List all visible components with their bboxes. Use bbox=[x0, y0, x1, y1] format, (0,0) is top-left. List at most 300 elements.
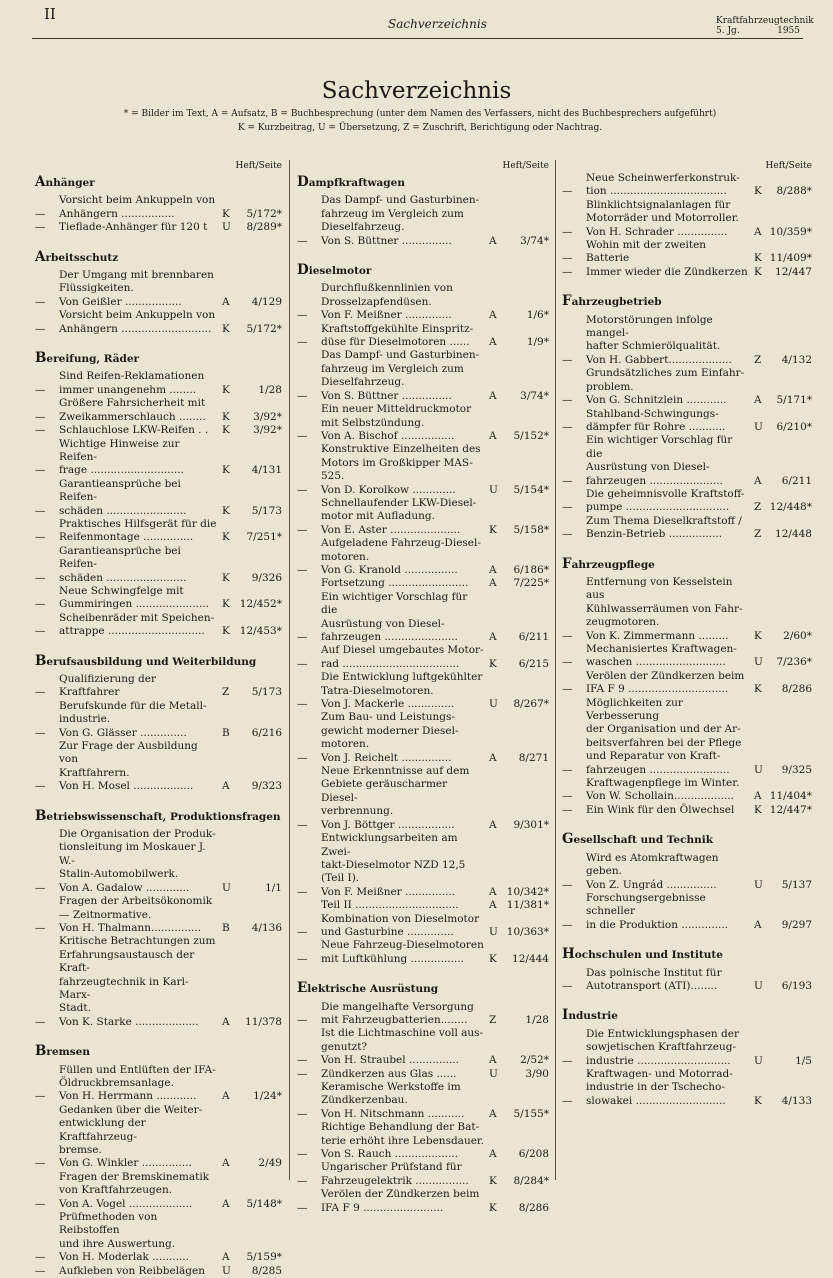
header-rule bbox=[32, 38, 803, 39]
entry-heft-seite: 10/359* bbox=[769, 225, 812, 238]
entry-reference bbox=[751, 528, 812, 541]
entry-dash: — bbox=[35, 1157, 46, 1170]
entry-line: zeugmotoren. bbox=[586, 616, 660, 629]
entry-heft-seite: 6/186* bbox=[513, 563, 549, 576]
entry-heft-seite: 8/286 bbox=[518, 1201, 549, 1214]
entry-line: Immer wieder die Zündkerzen bbox=[586, 265, 748, 278]
entry-line: problem. bbox=[586, 380, 634, 393]
entry-text bbox=[321, 1188, 486, 1215]
entry-heft-seite: 4/133 bbox=[781, 1094, 812, 1107]
index-entry bbox=[35, 221, 282, 234]
entry-line: Zündkerzen aus Glas ...... bbox=[321, 1067, 457, 1080]
entry-line: Von H. Thalmann............... bbox=[59, 921, 202, 934]
index-entry bbox=[562, 266, 812, 279]
entry-line: genutzt? bbox=[321, 1040, 368, 1053]
entry-line: Sind Reifen-Reklamationen bbox=[59, 370, 205, 383]
entry-heft-seite: 1/28 bbox=[525, 1013, 549, 1026]
entry-type: U bbox=[489, 483, 498, 496]
entry-line: slowakei ........................... bbox=[586, 1094, 726, 1107]
entry-line: fahrzeug im Vergleich zum bbox=[321, 362, 464, 375]
entry-reference bbox=[219, 411, 282, 424]
entry-type: K bbox=[489, 1201, 497, 1214]
entry-text bbox=[321, 711, 486, 765]
entry-reference bbox=[486, 926, 549, 939]
entry-heft-seite: 5/172* bbox=[246, 207, 282, 220]
entry-type: A bbox=[489, 563, 497, 576]
entry-reference bbox=[219, 505, 282, 518]
entry-dash: — bbox=[562, 918, 573, 931]
entry-heft-seite: 11/378 bbox=[245, 1015, 282, 1028]
entry-text bbox=[59, 397, 219, 424]
index-entry bbox=[562, 239, 812, 266]
index-entry bbox=[297, 282, 549, 322]
entry-line: Aufgeladene Fahrzeug-Diesel- bbox=[321, 537, 481, 550]
index-entry bbox=[297, 939, 549, 966]
entry-line: beitsverfahren bei der Pflege bbox=[586, 736, 742, 749]
entry-dash: — bbox=[35, 571, 46, 584]
entry-text bbox=[321, 349, 486, 403]
entry-heft-seite: 1/9* bbox=[526, 336, 549, 349]
section-heading: Bremsen bbox=[35, 1043, 90, 1060]
entry-dash: — bbox=[297, 751, 308, 764]
entry-line: hafter Schmierölqualität. bbox=[586, 340, 721, 353]
entry-type: A bbox=[754, 394, 762, 407]
entry-line: Erfahrungsaustausch der Kraft- bbox=[59, 948, 195, 975]
abbreviation-legend bbox=[100, 107, 740, 135]
entry-dash: — bbox=[562, 683, 573, 696]
entry-reference bbox=[751, 919, 812, 932]
entry-dash: — bbox=[562, 763, 573, 776]
entry-reference bbox=[486, 1175, 549, 1188]
entry-reference bbox=[219, 384, 282, 397]
entry-type: A bbox=[222, 1157, 230, 1170]
entry-line: terie erhöht ihre Lebensdauer. bbox=[321, 1134, 485, 1147]
entry-line: Ungarischer Prüfstand für bbox=[321, 1161, 462, 1174]
entry-line: düse für Dieselmotoren ...... bbox=[321, 336, 470, 349]
entry-line: Dieselfahrzeug. bbox=[321, 376, 405, 389]
entry-type: A bbox=[489, 336, 497, 349]
entry-text bbox=[59, 370, 219, 397]
entry-reference bbox=[486, 1054, 549, 1067]
entry-reference bbox=[486, 752, 549, 765]
entry-reference bbox=[486, 336, 549, 349]
entry-reference bbox=[751, 501, 812, 514]
entry-text bbox=[321, 832, 486, 899]
index-entry bbox=[35, 935, 282, 1029]
index-entry bbox=[562, 367, 812, 407]
entry-line: bremse. bbox=[59, 1144, 102, 1156]
journal-info bbox=[716, 16, 814, 36]
entry-dash: — bbox=[35, 221, 46, 234]
entry-heft-seite: 5/152* bbox=[513, 429, 549, 442]
entry-heft-seite: 8/286 bbox=[781, 683, 812, 696]
entry-type: A bbox=[754, 225, 762, 238]
index-entry bbox=[35, 397, 282, 424]
entry-dash: — bbox=[562, 501, 573, 514]
entry-reference bbox=[219, 727, 282, 740]
entry-line: Auf Diesel umgebautes Motor- bbox=[321, 644, 484, 657]
entry-text bbox=[321, 443, 486, 497]
entry-text bbox=[59, 1171, 219, 1211]
running-header bbox=[0, 0, 833, 40]
entry-type: A bbox=[222, 1015, 230, 1028]
entry-type: A bbox=[222, 1197, 230, 1210]
entry-dash: — bbox=[297, 389, 308, 402]
index-entry bbox=[297, 711, 549, 765]
entry-heft-seite: 6/193 bbox=[781, 979, 812, 992]
entry-type: Z bbox=[754, 353, 762, 366]
entry-line: Füllen und Entlüften der IFA- bbox=[59, 1063, 216, 1076]
entry-line: dämpfer für Rohre ........... bbox=[586, 420, 726, 433]
entry-reference bbox=[751, 394, 812, 407]
entry-line: verbrennung. bbox=[321, 805, 394, 818]
index-entry bbox=[35, 269, 282, 309]
entry-reference bbox=[219, 780, 282, 793]
entry-line: Von J. Böttger ................. bbox=[321, 818, 455, 831]
entry-dash: — bbox=[297, 483, 308, 496]
entry-line: Von H. Schrader ............... bbox=[586, 225, 728, 238]
entry-reference bbox=[219, 1016, 282, 1029]
entry-text bbox=[59, 309, 219, 336]
entry-dash: — bbox=[297, 1174, 308, 1187]
entry-line: Grundsätzliches zum Einfahr- bbox=[586, 367, 745, 380]
entry-heft-seite: 5/148* bbox=[246, 1197, 282, 1210]
entry-dash: — bbox=[562, 1054, 573, 1067]
entry-heft-seite: 1/6* bbox=[526, 309, 549, 322]
entry-line: Das Dampf- und Gasturbinen- bbox=[321, 194, 480, 207]
entry-line: Von D. Korolkow ............. bbox=[321, 483, 456, 496]
entry-line: mit Selbstzündung. bbox=[321, 416, 425, 429]
entry-dash: — bbox=[562, 803, 573, 816]
entry-heft-seite: 12/447 bbox=[775, 265, 812, 278]
index-entry bbox=[35, 1265, 282, 1278]
entry-line: Tieflade-Anhänger für 120 t bbox=[59, 221, 208, 234]
entry-heft-seite: 6/208 bbox=[518, 1148, 549, 1161]
entry-text bbox=[59, 221, 219, 234]
entry-reference bbox=[486, 1202, 549, 1215]
entry-heft-seite: 5/171* bbox=[776, 394, 812, 407]
index-entry bbox=[297, 577, 549, 590]
entry-line: Kraftwagen- und Motorrad- bbox=[586, 1067, 733, 1080]
entry-line: Ausrüstung von Diesel- bbox=[586, 461, 710, 474]
entry-line: Die mangelhafte Versorgung bbox=[321, 1000, 474, 1013]
entry-line: — Zeitnormative. bbox=[59, 908, 152, 921]
entry-type: K bbox=[489, 657, 497, 670]
index-column-3 bbox=[562, 160, 812, 1108]
index-entry bbox=[562, 1068, 812, 1108]
entry-type: K bbox=[222, 571, 230, 584]
column-divider bbox=[555, 160, 556, 1180]
entry-type: U bbox=[222, 221, 231, 234]
index-entry bbox=[35, 424, 282, 437]
entry-line: industrie ............................ bbox=[586, 1054, 731, 1067]
entry-text bbox=[586, 967, 751, 994]
entry-type: A bbox=[489, 389, 497, 402]
entry-heft-seite: 9/325 bbox=[781, 763, 812, 776]
entry-line: tionsleitung im Moskauer J. W.- bbox=[59, 841, 206, 867]
entry-line: tion ................................... bbox=[586, 185, 727, 198]
entry-type: U bbox=[489, 1067, 498, 1080]
entry-reference bbox=[219, 922, 282, 935]
index-entry bbox=[35, 1211, 282, 1265]
entry-text bbox=[59, 1064, 219, 1104]
entry-text bbox=[321, 939, 486, 966]
entry-reference bbox=[751, 630, 812, 643]
entry-line: Von S. Rauch ................... bbox=[321, 1148, 459, 1161]
index-entry bbox=[35, 673, 282, 700]
entry-type: K bbox=[754, 265, 762, 278]
entry-line: Durchflußkennlinien von bbox=[321, 282, 453, 295]
entry-type: K bbox=[222, 410, 230, 423]
section-heading: Betriebswissenschaft, Produktionsfragen bbox=[35, 807, 281, 824]
entry-text bbox=[59, 518, 219, 545]
entry-heft-seite: 6/211 bbox=[518, 631, 549, 643]
entry-text bbox=[586, 1068, 751, 1108]
entry-line: gewicht moderner Diesel- bbox=[321, 724, 459, 737]
journal-volume: 5. Jg. bbox=[716, 26, 740, 36]
entry-dash: — bbox=[35, 1090, 46, 1103]
entry-dash: — bbox=[562, 528, 573, 541]
entry-reference bbox=[751, 421, 812, 434]
entry-line: Ein wichtiger Vorschlag für die bbox=[321, 590, 468, 617]
entry-line: Von Z. Ungrád ............... bbox=[586, 878, 717, 891]
entry-type: A bbox=[754, 474, 762, 487]
entry-heft-seite: 11/381* bbox=[506, 899, 549, 912]
entry-line: Richtige Behandlung der Bat- bbox=[321, 1121, 480, 1134]
entry-line: Wird es Atomkraftwagen bbox=[586, 851, 719, 864]
entry-heft-seite: 3/92* bbox=[253, 424, 282, 437]
entry-line: industrie in der Tschecho- bbox=[586, 1081, 725, 1094]
entry-text bbox=[586, 434, 751, 488]
entry-line: Fortsetzung ........................ bbox=[321, 577, 469, 590]
entry-line: Kraftstoffgekühlte Einspritz- bbox=[321, 322, 474, 335]
entry-dash: — bbox=[562, 394, 573, 407]
entry-heft-seite: 10/363* bbox=[506, 925, 549, 938]
entry-type: K bbox=[754, 629, 762, 642]
index-entry bbox=[35, 545, 282, 585]
entry-text bbox=[321, 1068, 486, 1081]
entry-dash: — bbox=[297, 657, 308, 670]
entry-line: Zweikammerschlauch ........ bbox=[59, 410, 206, 423]
entry-type: K bbox=[222, 383, 230, 396]
entry-dash: — bbox=[297, 336, 308, 349]
entry-line: Von H. Straubel ............... bbox=[321, 1054, 460, 1067]
section-heading: Fahrzeugbetrieb bbox=[562, 293, 662, 310]
entry-text bbox=[59, 1104, 219, 1171]
index-entry bbox=[562, 892, 812, 932]
entry-text bbox=[586, 515, 751, 542]
entry-type: K bbox=[754, 683, 762, 696]
entry-heft-seite: 11/409* bbox=[769, 252, 812, 265]
entry-reference bbox=[219, 598, 282, 611]
entry-line: Ist die Lichtmaschine voll aus- bbox=[321, 1027, 484, 1040]
entry-line: Von F. Meißner .............. bbox=[321, 309, 452, 322]
entry-line: Tatra-Dieselmotoren. bbox=[321, 684, 434, 697]
entry-dash: — bbox=[35, 686, 46, 699]
entry-text bbox=[59, 269, 219, 309]
entry-heft-seite: 11/404* bbox=[769, 790, 812, 803]
entry-line: Kühlwasserräumen von Fahr- bbox=[586, 602, 743, 615]
entry-type: U bbox=[754, 1054, 763, 1067]
legend-line: * = Bilder im Text, A = Aufsatz, B = Buchbesprechung (unter dem Namen des Verfassers, nicht des Buchbesprechers aufgeführt) bbox=[123, 109, 717, 119]
entry-line: Vorsicht beim Ankuppeln von bbox=[59, 194, 216, 207]
entry-line: immer unangenehm ........ bbox=[59, 383, 197, 396]
entry-type: K bbox=[222, 207, 230, 220]
entry-type: A bbox=[754, 918, 762, 931]
entry-line: fahrzeug im Vergleich zum bbox=[321, 207, 464, 220]
entry-line: Keramische Werkstoffe im bbox=[321, 1081, 461, 1093]
entry-line: Prüfmethoden von Reibstoffen bbox=[59, 1211, 158, 1237]
entry-dash: — bbox=[35, 598, 46, 611]
entry-type: A bbox=[222, 1090, 230, 1103]
entry-type: A bbox=[489, 1054, 497, 1067]
entry-line: geben. bbox=[586, 865, 622, 878]
entry-line: Fahrzeugelektrik ................ bbox=[321, 1174, 469, 1187]
index-entry bbox=[35, 828, 282, 895]
entry-text bbox=[59, 585, 219, 612]
entry-dash: — bbox=[297, 429, 308, 442]
heft-seite-label: Heft/Seite bbox=[765, 161, 812, 171]
entry-line: Von F. Meißner ............... bbox=[321, 885, 456, 898]
entry-reference bbox=[486, 631, 549, 644]
entry-heft-seite: 4/136 bbox=[251, 921, 282, 934]
entry-reference bbox=[751, 1055, 812, 1068]
entry-reference bbox=[219, 424, 282, 437]
entry-dash: — bbox=[297, 952, 308, 965]
entry-line: Garantieansprüche bei Reifen- bbox=[59, 544, 181, 571]
entry-type: U bbox=[222, 1264, 231, 1277]
entry-reference bbox=[486, 698, 549, 711]
entry-line: Möglichkeiten zur Verbesserung bbox=[586, 696, 683, 723]
entry-line: Stalin-Automobilwerk. bbox=[59, 868, 179, 881]
entry-text bbox=[321, 1027, 486, 1067]
entry-text bbox=[321, 1121, 486, 1161]
entry-type: B bbox=[222, 921, 230, 934]
section-heading: Elektrische Ausrüstung bbox=[297, 980, 439, 997]
index-entry bbox=[297, 1161, 549, 1188]
entry-line: mit Luftkühlung ................ bbox=[321, 952, 464, 965]
entry-line: pumpe ............................... bbox=[586, 501, 730, 514]
index-entry bbox=[562, 434, 812, 488]
entry-line: in die Produktion .............. bbox=[586, 918, 729, 931]
entry-line: motoren. bbox=[321, 550, 370, 563]
index-entry bbox=[35, 612, 282, 639]
index-entry bbox=[562, 670, 812, 697]
entry-dash: — bbox=[562, 420, 573, 433]
entry-type: K bbox=[222, 464, 230, 477]
entry-text bbox=[59, 612, 219, 639]
entry-type: Z bbox=[754, 528, 762, 541]
entry-line: Von S. Büttner ............... bbox=[321, 234, 452, 247]
entry-heft-seite: 5/137 bbox=[781, 878, 812, 891]
entry-text bbox=[59, 935, 219, 1029]
entry-line: fahrzeugen ...................... bbox=[321, 631, 458, 643]
entry-heft-seite: 9/326 bbox=[251, 571, 282, 584]
entry-dash: — bbox=[35, 780, 46, 793]
entry-line: Öldruckbremsanlage. bbox=[59, 1076, 174, 1089]
entry-line: Ein wichtiger Vorschlag für die bbox=[586, 434, 733, 460]
entry-reference bbox=[219, 1251, 282, 1264]
entry-type: U bbox=[754, 979, 763, 992]
entry-reference bbox=[219, 882, 282, 895]
entry-heft-seite: 8/284* bbox=[513, 1174, 549, 1187]
entry-dash: — bbox=[297, 1107, 308, 1120]
entry-reference bbox=[751, 475, 812, 488]
entry-reference bbox=[486, 899, 549, 912]
entry-text bbox=[586, 804, 751, 817]
entry-type: K bbox=[222, 625, 230, 638]
column-divider bbox=[289, 160, 290, 1180]
entry-heft-seite: 8/288* bbox=[776, 185, 812, 198]
section-heading: Industrie bbox=[562, 1007, 618, 1024]
entry-line: Von A. Bischof ................ bbox=[321, 429, 455, 442]
index-entry bbox=[562, 408, 812, 435]
entry-dash: — bbox=[562, 878, 573, 891]
entry-type: Z bbox=[489, 1013, 497, 1026]
entry-text bbox=[321, 282, 486, 322]
entry-line: fahrzeugtechnik in Karl-Marx- bbox=[59, 975, 189, 1001]
entry-reference bbox=[219, 221, 282, 234]
entry-type: A bbox=[754, 790, 762, 803]
entry-line: Flüssigkeiten. bbox=[59, 282, 134, 295]
index-entry bbox=[297, 832, 549, 899]
entry-type: A bbox=[222, 780, 230, 793]
entry-line: Stadt. bbox=[59, 1002, 91, 1015]
entry-heft-seite: 9/323 bbox=[251, 780, 282, 793]
entry-text bbox=[586, 408, 751, 435]
entry-dash: — bbox=[562, 629, 573, 642]
entry-line: Neue Fahrzeug-Dieselmotoren bbox=[321, 939, 484, 952]
entry-reference bbox=[751, 683, 812, 696]
entry-line: Zum Bau- und Leistungs- bbox=[321, 711, 455, 724]
entry-type: K bbox=[753, 803, 762, 816]
index-entry bbox=[35, 194, 282, 221]
entry-reference bbox=[486, 484, 549, 497]
entry-text bbox=[59, 700, 219, 740]
entry-line: von Kraftfahrzeugen. bbox=[59, 1184, 173, 1197]
entry-line: Verölen der Zündkerzen beim bbox=[321, 1188, 480, 1201]
entry-line: industrie. bbox=[59, 713, 111, 726]
entry-heft-seite: 10/342* bbox=[506, 885, 549, 898]
entry-line: Das Dampf- und Gasturbinen- bbox=[321, 349, 480, 362]
entry-line: Ausrüstung von Diesel- bbox=[321, 617, 445, 630]
entry-line: motor mit Aufladung. bbox=[321, 510, 435, 523]
entry-type: U bbox=[754, 420, 763, 433]
entry-dash: — bbox=[297, 1201, 308, 1214]
entry-line: Dieselfahrzeug. bbox=[321, 221, 405, 234]
entry-reference bbox=[219, 208, 282, 221]
entry-text bbox=[59, 828, 219, 895]
entry-type: K bbox=[489, 523, 497, 536]
entry-text bbox=[321, 765, 486, 832]
entry-reference bbox=[219, 531, 282, 544]
index-entry bbox=[297, 443, 549, 497]
entry-line: Von K. Starke ................... bbox=[59, 1015, 199, 1028]
entry-dash: — bbox=[35, 504, 46, 517]
entry-line: Zündkerzenbau. bbox=[321, 1094, 408, 1107]
entry-text bbox=[59, 1265, 219, 1278]
entry-reference bbox=[751, 790, 812, 803]
section-heading: Bereifung, Räder bbox=[35, 350, 140, 367]
index-entry bbox=[35, 1064, 282, 1104]
entry-dash: — bbox=[562, 790, 573, 803]
entry-heft-seite: 5/173 bbox=[251, 686, 282, 699]
index-entry bbox=[297, 765, 549, 832]
entry-reference bbox=[751, 656, 812, 669]
index-entry bbox=[297, 1027, 549, 1067]
entry-line: Der Umgang mit brennbaren bbox=[59, 269, 214, 282]
index-entry bbox=[297, 1081, 549, 1121]
